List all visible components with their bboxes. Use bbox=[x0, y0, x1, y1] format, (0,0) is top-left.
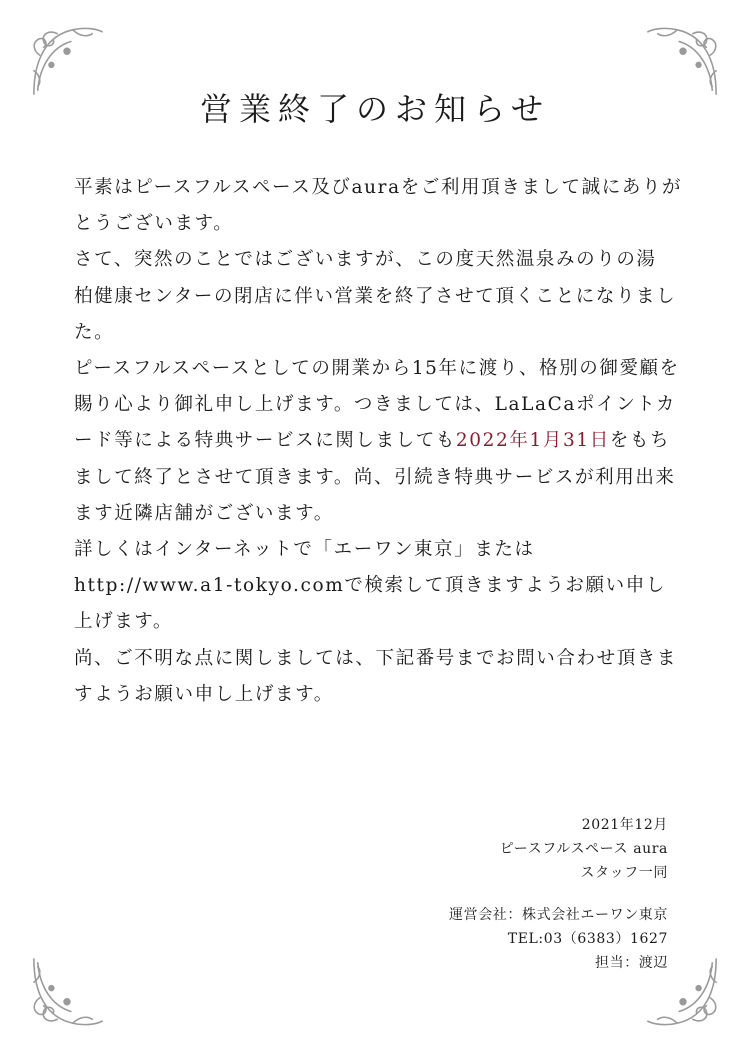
corner-ornament-bottom-left bbox=[28, 953, 106, 1031]
notice-body bbox=[74, 170, 684, 713]
notice-title: 営業終了のお知らせ bbox=[199, 90, 551, 128]
paragraph-closure: さて、突然のことではございますが、この度天然温泉みのりの湯 柏健康センターの閉店に伴い営業を終了させて頂くことになりました。 bbox=[74, 249, 677, 343]
signature-date: 2021年12月 bbox=[581, 817, 668, 833]
contact-tel: TEL:03（6383）1627 bbox=[507, 931, 668, 947]
paragraph-greeting: 平素はピースフルスペース及びauraをご利用頂きまして誠にありがとうございます。 bbox=[74, 177, 683, 235]
paragraph-details: 詳しくはインターネットで「エーワン東京」またはhttp://www.a1-tokyo.comで検索して頂きますようお願い申し上げます。 bbox=[74, 539, 666, 633]
paragraph-thanks bbox=[74, 351, 684, 532]
signature-block bbox=[500, 813, 668, 885]
contact-block bbox=[449, 903, 668, 975]
contact-person: 担当：渡辺 bbox=[595, 955, 668, 971]
end-date-highlight: 2022年1月31日 bbox=[455, 430, 610, 452]
signature-store: ピースフルスペース aura bbox=[499, 841, 668, 857]
paragraph-thanks-part2: をもちまして終了とさせて頂きます。尚、引続き特典サービスが利用出来ます近隣店舗がございます。 bbox=[74, 430, 676, 524]
signature-staff: スタッフ一同 bbox=[580, 865, 668, 881]
paragraph-thanks-part1: ピースフルスペースとしての開業から15年に渡り、格別の御愛顧を賜り心より御礼申し上げます。つきましては、LaLaCaポイントカード等による特典サービスに関しましても bbox=[74, 358, 680, 452]
contact-operator: 運営会社：株式会社エーワン東京 bbox=[449, 907, 668, 923]
paragraph-inquiry: 尚、ご不明な点に関しましては、下記番号までお問い合わせ頂きますようお願い申し上げます。 bbox=[74, 647, 678, 705]
